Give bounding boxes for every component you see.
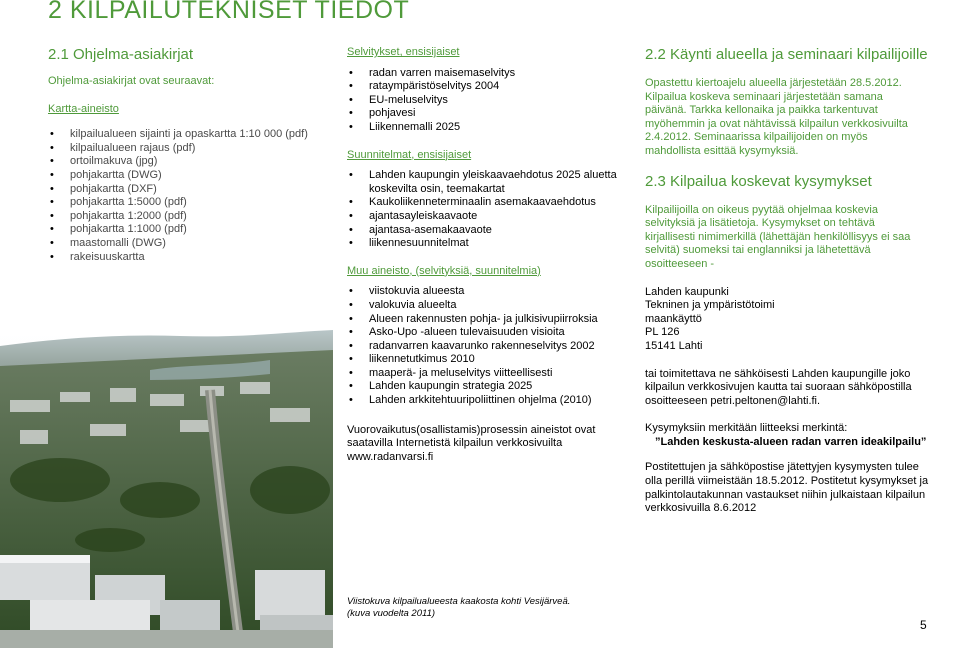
list-item: • radan varren maisemaselvitys bbox=[347, 67, 637, 81]
list-item: • Lahden arkkitehtuuripoliittinen ohjelma (2010) bbox=[347, 394, 637, 408]
photo-caption bbox=[347, 596, 647, 620]
list-item: • Asko-Upo -alueen tulevaisuuden visioita bbox=[347, 326, 637, 340]
list-item: • kilpailualueen sijainti ja opaskartta 1:10 000 (pdf) bbox=[48, 128, 333, 142]
column-kaynti-ja-kysymykset bbox=[645, 46, 945, 516]
list-item: • pohjakartta (DWG) bbox=[48, 169, 333, 183]
list-item: • rakeisuuskartta bbox=[48, 251, 333, 265]
list-item: • liikennetutkimus 2010 bbox=[347, 353, 637, 367]
deadline-text: Postitettujen ja sähköpostise jätettyjen kysymysten tulee olla perillä viimeistään 18.5.2012. Postitetut kysymykset ja palkintolautakunnan vastaukset niihin julkaistaan kilpailun verkkosivuilla 8.6.2012 bbox=[645, 461, 929, 515]
list-item: • ortoilmakuva (jpg) bbox=[48, 155, 333, 169]
postal-address bbox=[645, 286, 945, 354]
suunnitelmat-list bbox=[347, 169, 637, 251]
list-item: • pohjakartta 1:5000 (pdf) bbox=[48, 196, 333, 210]
subheading-kartta-aineisto: Kartta-aineisto bbox=[48, 102, 119, 115]
section-heading-2-1: 2.1 Ohjelma-asiakirjat bbox=[48, 46, 194, 63]
list-item: • Alueen rakennusten pohja- ja julkisivupiirroksia bbox=[347, 313, 637, 327]
list-item: • viistokuvia alueesta bbox=[347, 285, 637, 299]
list-item: • pohjakartta 1:1000 (pdf) bbox=[48, 223, 333, 237]
column-aineistot bbox=[347, 46, 637, 464]
vuorovaikutus-note: Vuorovaikutus(osallistamis)prosessin aineistot ovat saatavilla Internetistä kilpailun verkkosivuilta www.radanvarsi.fi bbox=[347, 423, 596, 463]
kaynti-text: Opastettu kiertoajelu alueella järjestetään 28.5.2012. Kilpailua koskeva seminaari järjestetään samana päivänä. Tarkka kellonaika ja paikka tarkentuvat myöhemmin ja ovat nähtävissä kilpailun verkkosivuilta 2.4.2012. Seminaarissa kilpailijoiden on myös mahdollista esittää kysymyksiä. bbox=[645, 77, 908, 157]
caption-line-1: Viistokuva kilpailualueesta kaakosta kohti Vesijärveä. bbox=[347, 596, 571, 607]
section-heading-2-2: 2.2 Käynti alueella ja seminaari kilpailijoille bbox=[645, 46, 928, 63]
list-item: • radanvarren kaavarunko rakenneselvitys 2002 bbox=[347, 340, 637, 354]
email-instructions: tai toimitettava ne sähköisesti Lahden kaupungille joko kilpailun verkkosivujen kautta tai suoraan sähköpostilla osoitteeseen petri.peltonen@lahti.fi. bbox=[645, 367, 912, 407]
marking-label: Kysymyksiin merkitään liitteeksi merkintä: bbox=[645, 422, 848, 435]
address-line: 15141 Lahti bbox=[645, 339, 703, 352]
aerial-photo bbox=[0, 330, 333, 648]
section-heading-2-3: 2.3 Kilpailua koskevat kysymykset bbox=[645, 172, 872, 190]
list-item: • Kaukoliikenneterminaalin asemakaavaehdotus bbox=[347, 196, 637, 210]
list-item: • pohjakartta (DXF) bbox=[48, 183, 333, 197]
marking-value: ”Lahden keskusta-alueen radan varren ideakilpailu” bbox=[655, 435, 927, 448]
subheading-suunnitelmat: Suunnitelmat, ensisijaiset bbox=[347, 148, 472, 161]
address-line: maankäyttö bbox=[645, 312, 702, 325]
list-item: • rataympäristöselvitys 2004 bbox=[347, 80, 637, 94]
address-line: Tekninen ja ympäristötoimi bbox=[645, 299, 775, 312]
list-item: • pohjavesi bbox=[347, 107, 637, 121]
caption-line-2: (kuva vuodelta 2011) bbox=[347, 608, 436, 619]
muu-aineisto-list bbox=[347, 285, 637, 407]
list-item: • liikennesuunnitelmat bbox=[347, 237, 637, 251]
list-item: • kilpailualueen rajaus (pdf) bbox=[48, 142, 333, 156]
kartta-aineisto-list bbox=[48, 128, 333, 264]
list-item: • valokuvia alueelta bbox=[347, 299, 637, 313]
page-title: 2 KILPAILUTEKNISET TIEDOT bbox=[48, 0, 410, 24]
selvitykset-list bbox=[347, 67, 637, 135]
column-ohjelma-asiakirjat bbox=[48, 46, 333, 264]
list-item: • Liikennemalli 2025 bbox=[347, 121, 637, 135]
list-item: • ajantasayleiskaavaote bbox=[347, 210, 637, 224]
subheading-selvitykset: Selvitykset, ensisijaiset bbox=[347, 46, 460, 58]
list-item: • Lahden kaupungin strategia 2025 bbox=[347, 380, 637, 394]
address-line: Lahden kaupunki bbox=[645, 285, 729, 298]
list-item: • maastomalli (DWG) bbox=[48, 237, 333, 251]
subheading-muu-aineisto: Muu aineisto, (selvityksiä, suunnitelmia) bbox=[347, 264, 541, 277]
kysymykset-text: Kilpailijoilla on oikeus pyytää ohjelmaa koskevia selvityksiä ja lisätietoja. Kysymykset on tehtävä kirjallisesti nimimerkillä (lähettäjän henkilöllisyys ei saa selvitä) suomeksi tai englanniksi ja lähetettävä osoitteeseen - bbox=[645, 203, 911, 270]
address-line: PL 126 bbox=[645, 326, 680, 339]
list-item: • pohjakartta 1:2000 (pdf) bbox=[48, 210, 333, 224]
list-item: • maaperä- ja meluselvitys viitteellisesti bbox=[347, 367, 637, 381]
aerial-photo-illustration bbox=[0, 330, 333, 648]
list-item: • ajantasa-asemakaavaote bbox=[347, 224, 637, 238]
list-item: • Lahden kaupungin yleiskaavaehdotus 2025 aluetta koskevilta osin, teemakartat bbox=[347, 169, 637, 196]
intro-text: Ohjelma-asiakirjat ovat seuraavat: bbox=[48, 75, 215, 87]
page-number: 5 bbox=[920, 618, 927, 632]
list-item: • EU-meluselvitys bbox=[347, 94, 637, 108]
